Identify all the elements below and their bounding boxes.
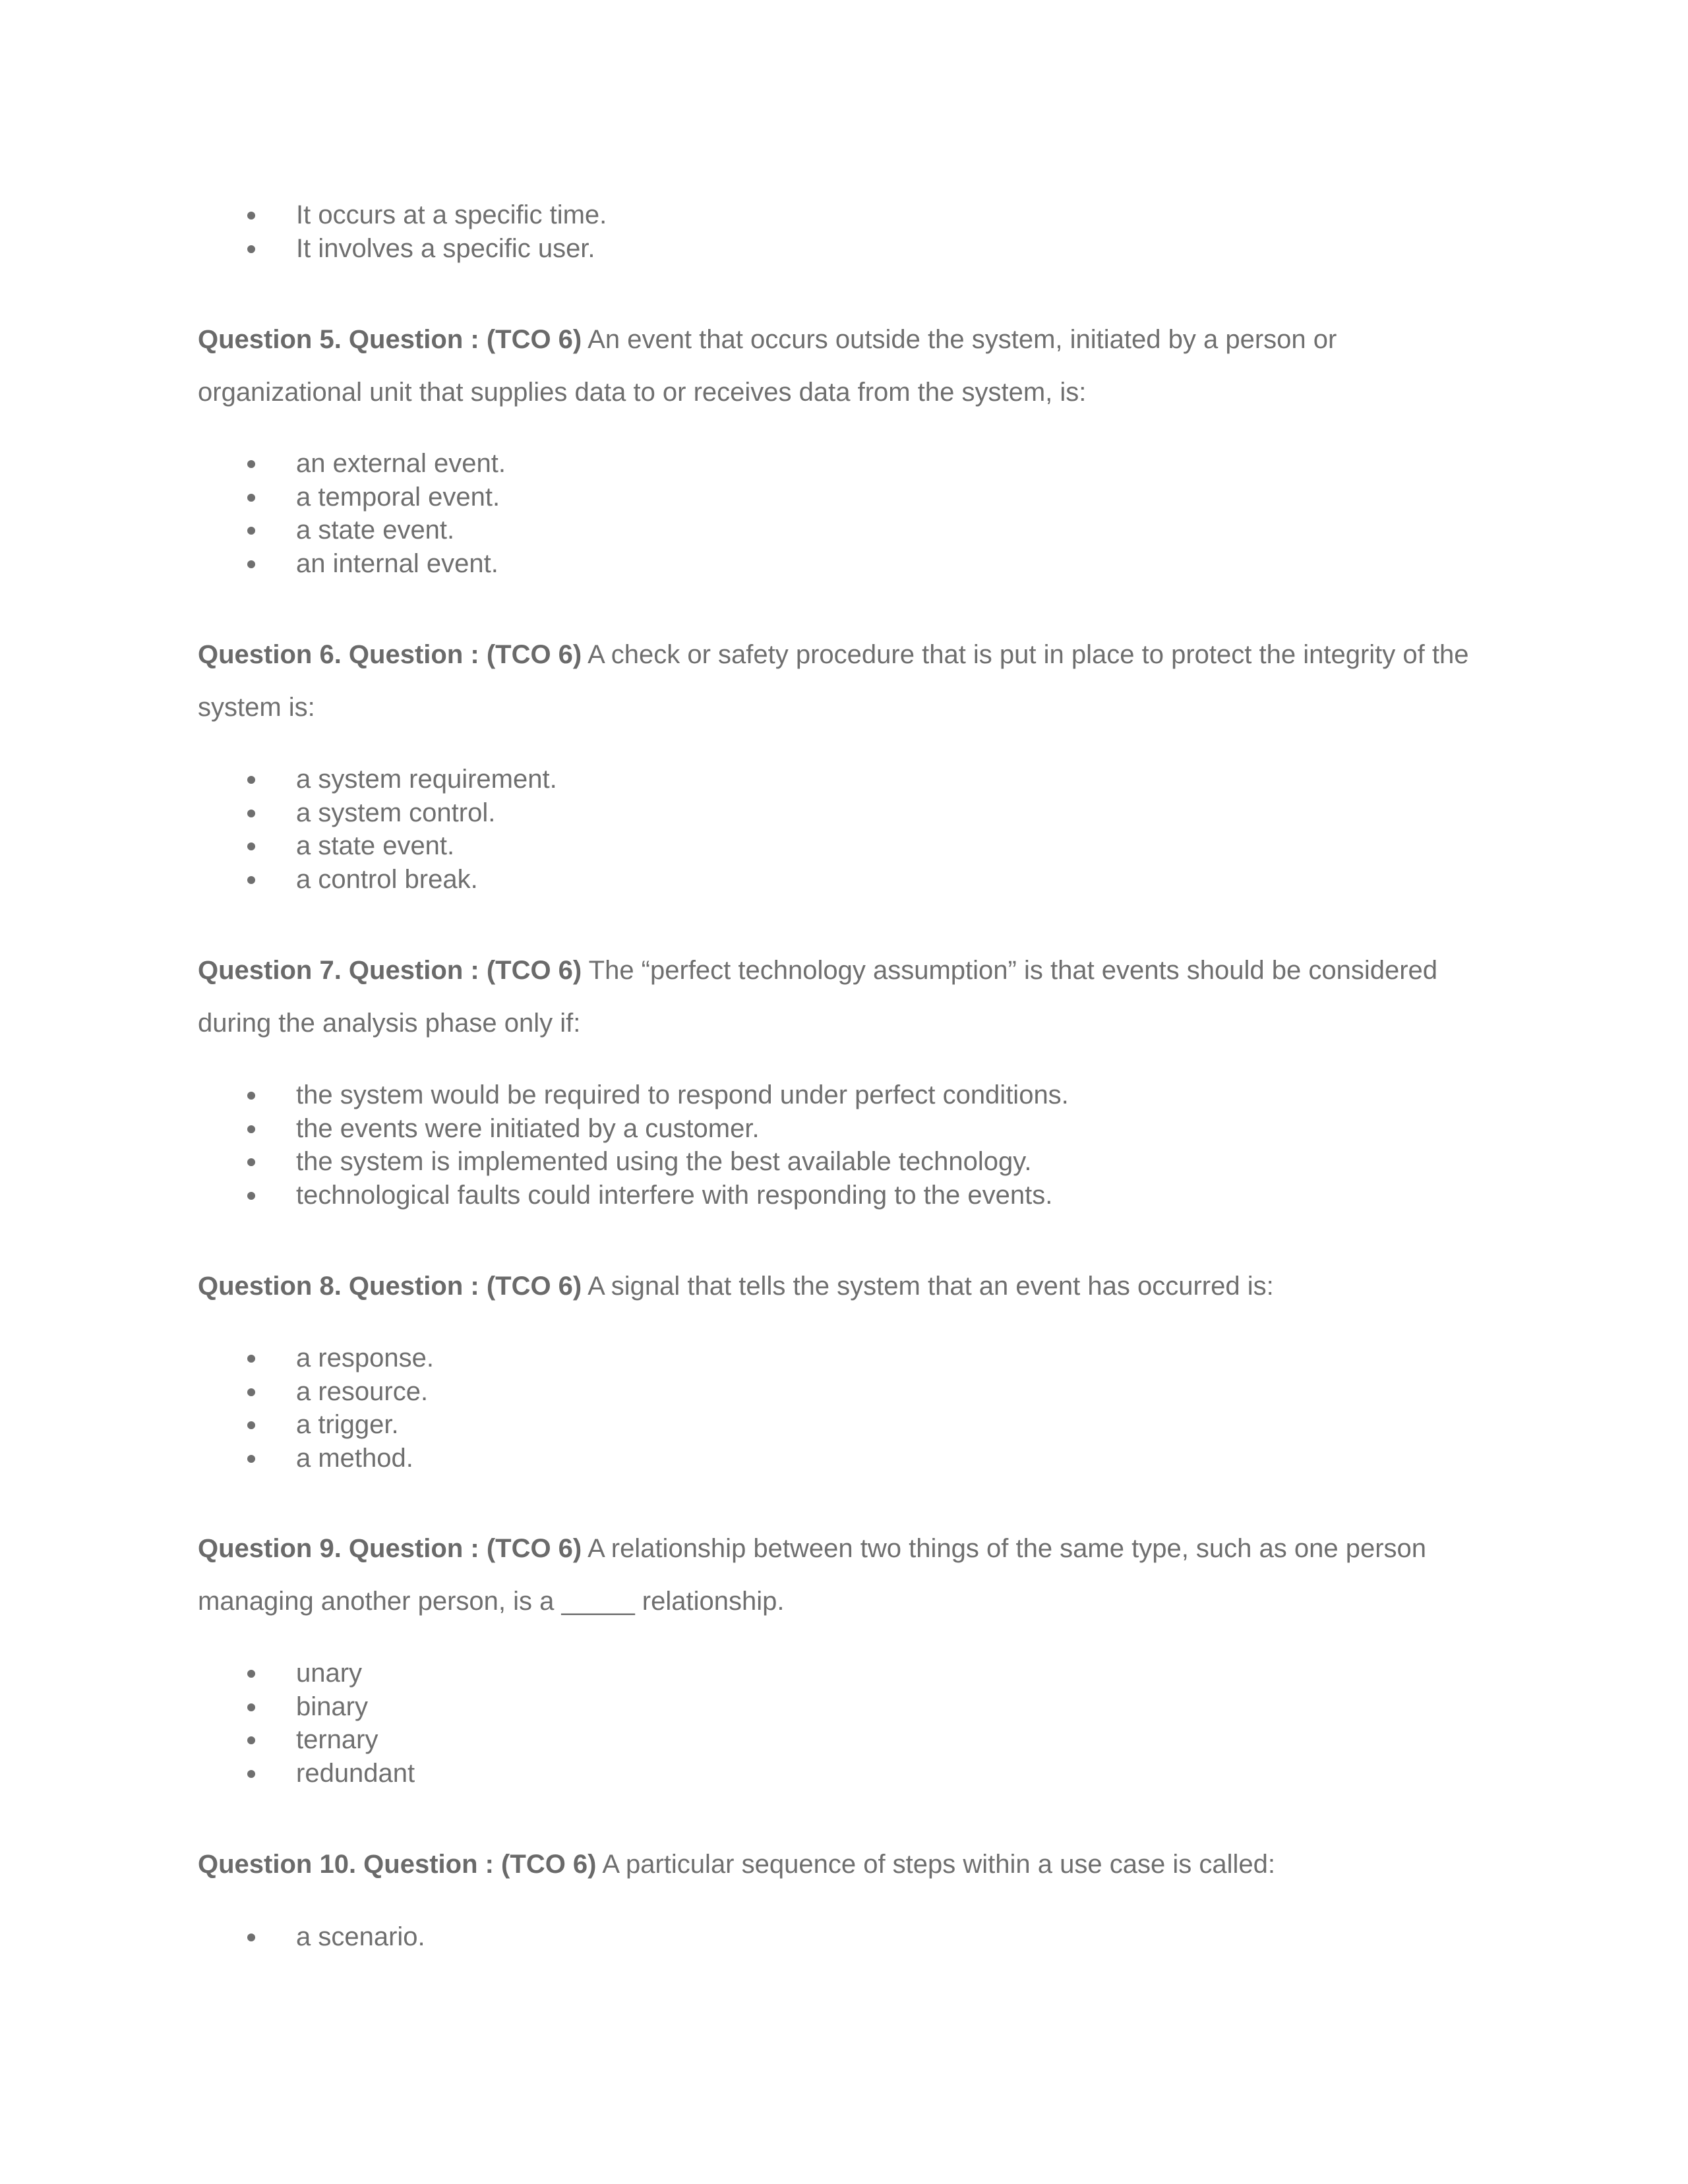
option-text: a response. xyxy=(296,1343,435,1372)
bullet-icon xyxy=(247,1933,255,1941)
question-10-text: A particular sequence of steps within a use case is called: xyxy=(596,1850,1275,1879)
option-text: an internal event. xyxy=(296,548,498,578)
bullet-icon xyxy=(247,776,255,784)
question-7-heading: Question 7. Question : (TCO 6) xyxy=(198,956,582,985)
bullet-icon xyxy=(247,1092,255,1100)
bullet-icon xyxy=(247,1703,255,1711)
option-text: a trigger. xyxy=(296,1410,399,1439)
bullet-icon xyxy=(247,1355,255,1363)
bullet-icon xyxy=(247,1158,255,1166)
bullet-icon xyxy=(247,810,255,817)
question-9 xyxy=(198,1522,1490,1628)
question-7 xyxy=(198,944,1490,1049)
question-5 xyxy=(198,313,1490,419)
bullet-icon xyxy=(247,1192,255,1200)
bullet-icon xyxy=(247,494,255,502)
bullet-icon xyxy=(247,1670,255,1678)
option-text: It occurs at a specific time. xyxy=(296,200,607,229)
option-text: a system control. xyxy=(296,798,496,827)
question-6-text: A check or safety procedure that is put in place to protect the integrity of the system is: xyxy=(198,640,1469,722)
bullet-icon xyxy=(247,1125,255,1133)
bullet-icon xyxy=(247,1770,255,1778)
option-text: a resource. xyxy=(296,1376,429,1406)
option-text: technological faults could interfere with responding to the events. xyxy=(296,1180,1053,1210)
option-text: binary xyxy=(296,1692,368,1721)
option-text: a control break. xyxy=(296,864,478,894)
bullet-icon xyxy=(247,842,255,850)
option-text: the system is implemented using the best available technology. xyxy=(296,1147,1032,1176)
question-8 xyxy=(198,1260,1490,1313)
bullet-icon xyxy=(247,876,255,884)
question-10-heading: Question 10. Question : (TCO 6) xyxy=(198,1850,597,1879)
option-text: a state event. xyxy=(296,516,455,545)
question-9-text: A relationship between two things of the same type, such as one person managing another person, is a _____ relationship. xyxy=(198,1534,1427,1616)
option-text: an external event. xyxy=(296,449,506,478)
bullet-icon xyxy=(247,560,255,568)
option-text: a method. xyxy=(296,1443,413,1473)
option-text: ternary xyxy=(296,1725,378,1754)
option-text: redundant xyxy=(296,1758,415,1788)
question-9-heading: Question 9. Question : (TCO 6) xyxy=(198,1534,582,1563)
bullet-icon xyxy=(247,1388,255,1396)
option-text: the system would be required to respond under perfect conditions. xyxy=(296,1080,1069,1109)
option-text: unary xyxy=(296,1659,363,1688)
option-text: a state event. xyxy=(296,831,455,860)
bullet-icon xyxy=(247,1455,255,1463)
option-text: It involves a specific user. xyxy=(296,233,595,263)
question-10 xyxy=(198,1838,1490,1891)
option-text: a system requirement. xyxy=(296,765,557,794)
bullet-icon xyxy=(247,245,255,253)
question-8-text: A signal that tells the system that an event has occurred is: xyxy=(582,1272,1274,1301)
option-text: a temporal event. xyxy=(296,482,500,512)
question-5-heading: Question 5. Question : (TCO 6) xyxy=(198,325,582,354)
question-7-text: The “perfect technology assumption” is that events should be considered during the analysis phase only if: xyxy=(198,956,1438,1038)
option-text: a scenario. xyxy=(296,1922,425,1951)
question-8-heading: Question 8. Question : (TCO 6) xyxy=(198,1272,582,1301)
question-5-text: An event that occurs outside the system, initiated by a person or organizational unit that supplies data to or receives data from the system, is: xyxy=(198,325,1337,407)
question-6-heading: Question 6. Question : (TCO 6) xyxy=(198,640,582,669)
question-6 xyxy=(198,628,1490,734)
bullet-icon xyxy=(247,1421,255,1429)
option-text: the events were initiated by a customer. xyxy=(296,1113,760,1143)
bullet-icon xyxy=(247,212,255,220)
bullet-icon xyxy=(247,460,255,468)
bullet-icon xyxy=(247,527,255,535)
bullet-icon xyxy=(247,1736,255,1744)
